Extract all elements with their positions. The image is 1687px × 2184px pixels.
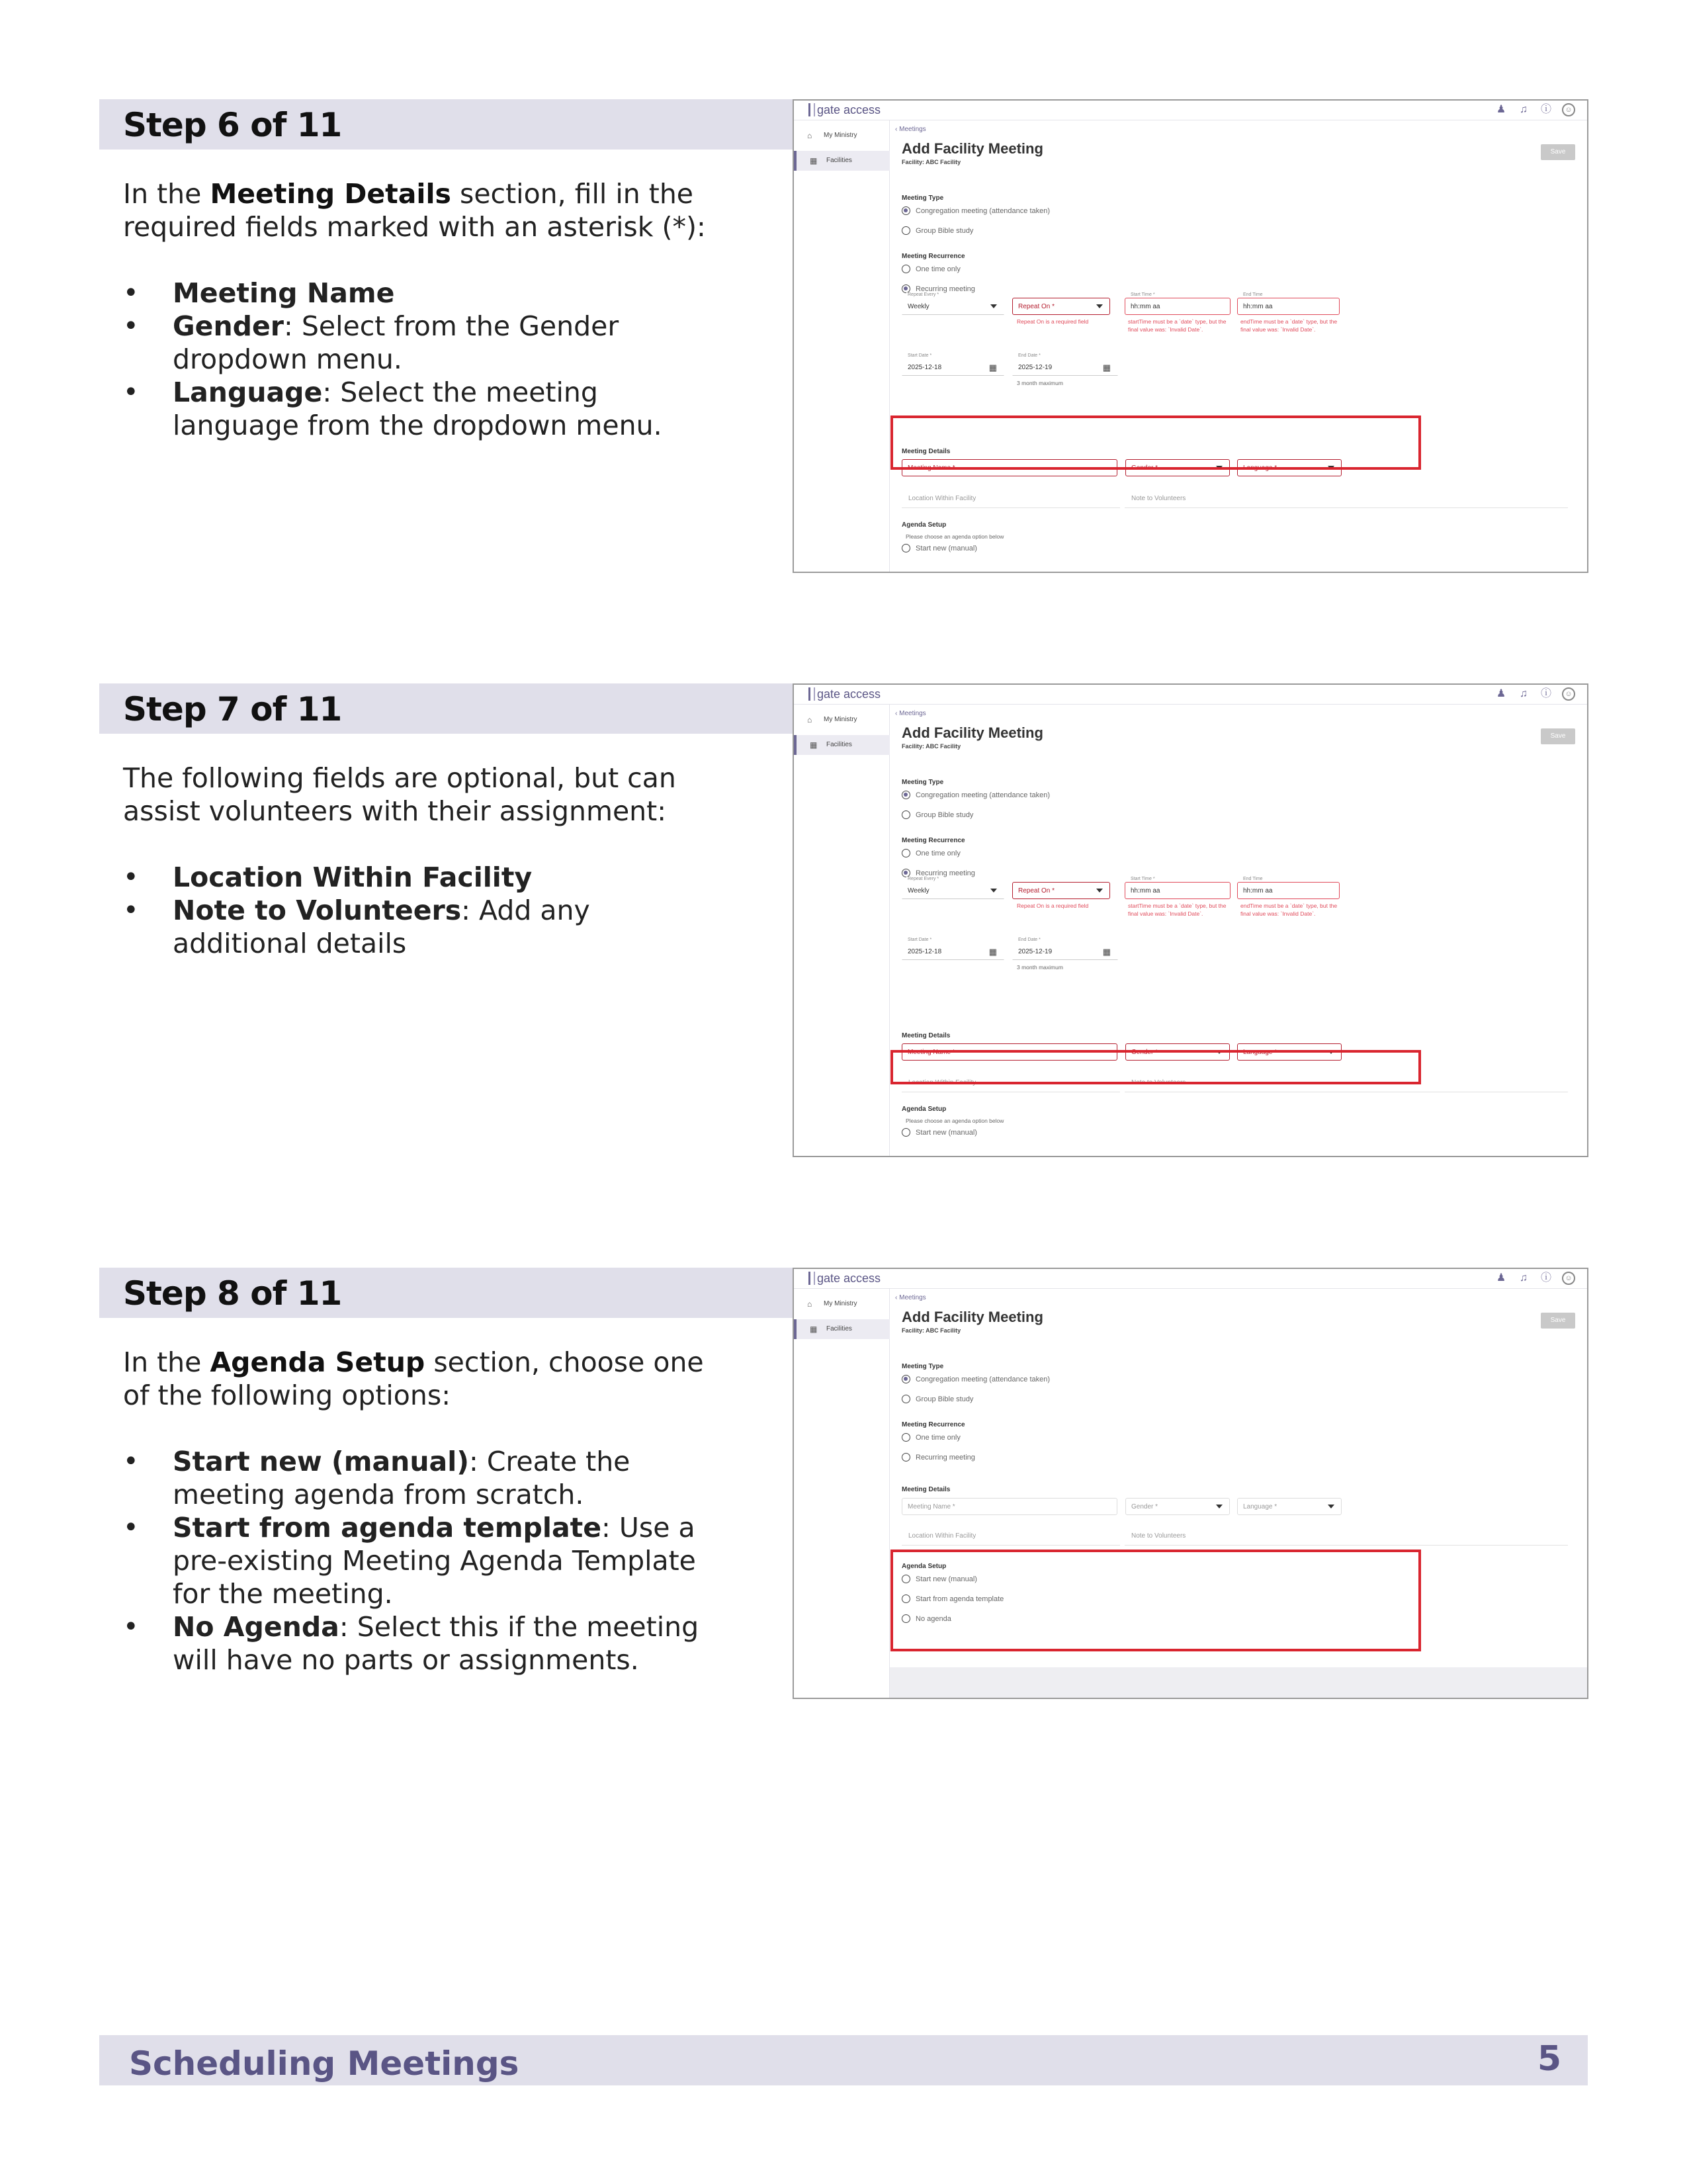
recurrence-label: Meeting Recurrence <box>902 837 965 844</box>
page-title: Add Facility Meeting <box>902 1309 1043 1325</box>
radio-icon <box>902 265 910 273</box>
meeting-name-input[interactable]: Meeting Name * <box>902 1043 1117 1061</box>
calendar-icon[interactable]: ▦ <box>988 363 997 372</box>
repeat-every-select[interactable]: Repeat Every * Weekly <box>902 298 1004 315</box>
page-subtitle: Facility: ABC Facility <box>902 159 961 165</box>
start-time-input[interactable]: Start Time * hh:mm aa <box>1125 298 1231 315</box>
building-icon: ⌂ <box>807 1299 812 1309</box>
users-icon[interactable]: ♟ <box>1496 688 1506 699</box>
recurrence-label: Meeting Recurrence <box>902 1421 965 1428</box>
meeting-type-label: Meeting Type <box>902 195 944 202</box>
language-select[interactable]: Language * <box>1237 1498 1342 1515</box>
topbar-icons <box>1494 687 1575 701</box>
agenda-hint: Please choose an agenda option below <box>906 1117 1004 1124</box>
bullet-item: • No Agenda: Select this if the meeting will have no parts or assignments. <box>123 1610 732 1677</box>
meeting-details-label: Meeting Details <box>902 1486 951 1493</box>
location-input[interactable]: Location Within Facility <box>902 490 1120 508</box>
save-button[interactable]: Save <box>1541 1313 1575 1329</box>
avatar-icon[interactable]: ☺ <box>1562 687 1575 701</box>
step-instructions <box>123 177 732 442</box>
sidebar-item-facilities[interactable]: ▦ Facilities <box>794 1319 890 1339</box>
start-time-error: startTime must be a `date` type, but the final value was: `Invalid Date`. <box>1128 318 1227 333</box>
sidebar <box>794 120 890 572</box>
language-select[interactable]: Language * <box>1237 1043 1342 1061</box>
building-icon: ⌂ <box>807 131 812 140</box>
start-time-input[interactable]: Start Time * hh:mm aa <box>1125 882 1231 899</box>
repeat-on-select[interactable]: Repeat On * <box>1012 298 1110 315</box>
radio-start-new[interactable]: Start new (manual) <box>902 1128 977 1137</box>
form-content <box>890 120 1587 572</box>
sidebar <box>794 1289 890 1698</box>
radio-one-time[interactable]: One time only <box>902 849 961 857</box>
save-button[interactable]: Save <box>1541 728 1575 744</box>
repeat-on-error: Repeat On is a required field <box>1017 318 1089 325</box>
radio-group-bible-study[interactable]: Group Bible study <box>902 1395 973 1403</box>
page-subtitle: Facility: ABC Facility <box>902 1327 961 1334</box>
radio-recurring[interactable]: Recurring meeting <box>902 1453 975 1462</box>
radio-icon <box>902 1128 910 1137</box>
radio-congregation-meeting[interactable]: Congregation meeting (attendance taken) <box>902 1375 1050 1383</box>
help-icon[interactable]: ⓘ <box>1540 1272 1551 1284</box>
footer-title: Scheduling Meetings <box>129 2044 519 2083</box>
users-icon[interactable]: ♟ <box>1496 104 1506 115</box>
end-time-error: endTime must be a `date` type, but the final value was: `Invalid Date`. <box>1240 318 1338 333</box>
radio-icon <box>902 1395 910 1403</box>
help-icon[interactable]: ⓘ <box>1540 104 1551 115</box>
note-input[interactable]: Note to Volunteers <box>1125 1074 1568 1092</box>
radio-icon <box>902 849 910 857</box>
end-date-input[interactable]: End Date * 2025-12-19 ▦ <box>1012 943 1118 960</box>
breadcrumb[interactable]: ‹ Meetings <box>895 1294 926 1301</box>
radio-icon <box>902 1433 910 1442</box>
page-number: 5 <box>1537 2039 1561 2079</box>
gender-select[interactable]: Gender * <box>1125 1043 1230 1061</box>
radio-congregation-meeting[interactable]: Congregation meeting (attendance taken) <box>902 206 1050 215</box>
highlight-box <box>890 1550 1421 1651</box>
bell-icon[interactable]: ♫ <box>1520 1272 1528 1284</box>
chevron-down-icon <box>1096 889 1103 893</box>
step-bullets <box>123 277 732 442</box>
facility-icon: ▦ <box>810 156 818 165</box>
screenshot-meeting-details <box>793 99 1588 573</box>
agenda-setup-label: Agenda Setup <box>902 1563 947 1570</box>
end-time-input[interactable]: End Time hh:mm aa <box>1237 882 1340 899</box>
radio-recurring[interactable]: Recurring meeting <box>902 284 975 293</box>
facility-icon: ▦ <box>810 740 818 750</box>
start-time-error: startTime must be a `date` type, but the final value was: `Invalid Date`. <box>1128 902 1227 917</box>
topbar-icons <box>1494 1272 1575 1285</box>
building-icon: ⌂ <box>807 715 812 724</box>
page-title: Add Facility Meeting <box>902 140 1043 157</box>
sidebar-item-my-ministry[interactable]: ⌂ My Ministry <box>807 131 857 140</box>
calendar-icon[interactable]: ▦ <box>1102 363 1111 372</box>
bullet-item: • Location Within Facility <box>123 861 732 894</box>
screenshot-agenda-setup <box>793 1268 1588 1699</box>
radio-one-time[interactable]: One time only <box>902 1433 961 1442</box>
end-date-hint: 3 month maximum <box>1017 964 1063 971</box>
radio-group-bible-study[interactable]: Group Bible study <box>902 810 973 819</box>
topbar-icons <box>1494 103 1575 116</box>
agenda-setup-label: Agenda Setup <box>902 1106 947 1113</box>
step-header <box>99 99 797 150</box>
radio-no-agenda[interactable]: No agenda <box>902 1614 951 1623</box>
calendar-icon[interactable]: ▦ <box>1102 947 1111 957</box>
app-topbar <box>794 101 1587 120</box>
breadcrumb[interactable]: ‹ Meetings <box>895 126 926 133</box>
bullet-item: • Language: Select the meeting language from the dropdown menu. <box>123 376 732 442</box>
meeting-type-label: Meeting Type <box>902 1363 944 1370</box>
bullet-item: • Start new (manual): Create the meeting agenda from scratch. <box>123 1445 732 1511</box>
step-instructions <box>123 1346 732 1677</box>
step-title: Step 7 of 11 <box>123 690 342 728</box>
breadcrumb[interactable]: ‹ Meetings <box>895 710 926 717</box>
page-subtitle: Facility: ABC Facility <box>902 743 961 750</box>
page-footer <box>99 2035 1588 2085</box>
radio-icon <box>902 544 910 552</box>
calendar-icon[interactable]: ▦ <box>988 947 997 957</box>
note-input[interactable]: Note to Volunteers <box>1125 1527 1568 1546</box>
bell-icon[interactable]: ♫ <box>1520 688 1528 699</box>
help-icon[interactable]: ⓘ <box>1540 688 1551 699</box>
app-logo: gate access <box>808 103 881 117</box>
recurrence-label: Meeting Recurrence <box>902 253 965 260</box>
sidebar-item-facilities[interactable]: ▦ Facilities <box>794 735 890 755</box>
step-intro: In the Meeting Details section, fill in the required fields marked with an asterisk (*): <box>123 178 706 243</box>
agenda-setup-label: Agenda Setup <box>902 521 947 529</box>
step-intro: The following fields are optional, but can assist volunteers with their assignment: <box>123 762 676 827</box>
note-input[interactable]: Note to Volunteers <box>1125 490 1568 508</box>
step-header <box>99 1268 797 1318</box>
radio-congregation-meeting[interactable]: Congregation meeting (attendance taken) <box>902 791 1050 799</box>
step-intro: In the Agenda Setup section, choose one of the following options: <box>123 1346 704 1411</box>
radio-recurring[interactable]: Recurring meeting <box>902 869 975 877</box>
step-title: Step 8 of 11 <box>123 1274 342 1313</box>
radio-selected-icon <box>902 791 910 799</box>
radio-icon <box>902 226 910 235</box>
page-title: Add Facility Meeting <box>902 724 1043 741</box>
start-date-input[interactable]: Start Date * 2025-12-18 ▦ <box>902 359 1004 376</box>
sidebar <box>794 705 890 1156</box>
radio-start-new[interactable]: Start new (manual) <box>902 544 977 552</box>
chevron-down-icon <box>990 304 997 308</box>
chevron-down-icon <box>1216 1505 1223 1508</box>
agenda-hint: Please choose an agenda option below <box>906 533 1004 540</box>
meeting-type-label: Meeting Type <box>902 779 944 786</box>
repeat-every-select[interactable]: Repeat Every * Weekly <box>902 882 1004 899</box>
radio-icon <box>902 1453 910 1462</box>
step-header <box>99 683 797 734</box>
highlight-box <box>890 415 1421 470</box>
meeting-details-label: Meeting Details <box>902 1032 951 1039</box>
bullet-item: • Gender: Select from the Gender dropdown menu. <box>123 310 732 376</box>
gender-select[interactable]: Gender * <box>1125 1498 1230 1515</box>
avatar-icon[interactable]: ☺ <box>1562 103 1575 116</box>
repeat-on-select[interactable]: Repeat On * <box>1012 882 1110 899</box>
sidebar-item-my-ministry[interactable]: ⌂ My Ministry <box>807 1299 857 1309</box>
location-input[interactable]: Location Within Facility <box>902 1527 1120 1546</box>
step-instructions <box>123 762 732 960</box>
avatar-icon[interactable]: ☺ <box>1562 1272 1575 1285</box>
meeting-name-input[interactable]: Meeting Name * <box>902 1498 1117 1515</box>
highlight-box <box>890 1050 1421 1084</box>
bullet-item: • Note to Volunteers: Add any additional details <box>123 894 732 960</box>
sidebar-item-facilities[interactable]: ▦ Facilities <box>794 151 890 171</box>
location-input[interactable]: Location Within Facility <box>902 1074 1120 1092</box>
form-content <box>890 705 1587 1156</box>
users-icon[interactable]: ♟ <box>1496 1272 1506 1284</box>
radio-selected-icon <box>902 1375 910 1383</box>
radio-one-time[interactable]: One time only <box>902 265 961 273</box>
chevron-down-icon <box>1096 304 1103 308</box>
radio-group-bible-study[interactable]: Group Bible study <box>902 226 973 235</box>
app-logo: gate access <box>808 687 881 701</box>
bullet-item: • Meeting Name <box>123 277 732 310</box>
end-date-input[interactable]: End Date * 2025-12-19 ▦ <box>1012 359 1118 376</box>
step-bullets <box>123 1445 732 1677</box>
start-date-input[interactable]: Start Date * 2025-12-18 ▦ <box>902 943 1004 960</box>
repeat-on-error: Repeat On is a required field <box>1017 902 1089 909</box>
radio-start-from-template[interactable]: Start from agenda template <box>902 1594 1004 1603</box>
end-time-input[interactable]: End Time hh:mm aa <box>1237 298 1340 315</box>
end-date-hint: 3 month maximum <box>1017 380 1063 386</box>
radio-icon <box>902 810 910 819</box>
sidebar-item-my-ministry[interactable]: ⌂ My Ministry <box>807 715 857 724</box>
radio-start-new[interactable]: Start new (manual) <box>902 1575 977 1583</box>
save-button[interactable]: Save <box>1541 144 1575 160</box>
chevron-down-icon <box>990 889 997 893</box>
language-select[interactable]: Language * <box>1237 459 1342 476</box>
bullet-item: • Start from agenda template: Use a pre-existing Meeting Agenda Template for the meeting. <box>123 1511 732 1610</box>
app-logo: gate access <box>808 1271 881 1286</box>
app-topbar <box>794 1269 1587 1289</box>
facility-icon: ▦ <box>810 1325 818 1334</box>
page-footer-bar <box>890 1667 1587 1698</box>
screenshot-optional-fields <box>793 683 1588 1157</box>
end-time-error: endTime must be a `date` type, but the final value was: `Invalid Date`. <box>1240 902 1338 917</box>
bell-icon[interactable]: ♫ <box>1520 104 1528 115</box>
chevron-down-icon <box>1328 1505 1334 1508</box>
meeting-name-input[interactable]: Meeting Name * <box>902 459 1117 476</box>
step-bullets <box>123 861 732 960</box>
app-topbar <box>794 685 1587 705</box>
gender-select[interactable]: Gender * <box>1125 459 1230 476</box>
meeting-details-label: Meeting Details <box>902 448 951 455</box>
step-title: Step 6 of 11 <box>123 106 342 144</box>
radio-selected-icon <box>902 206 910 215</box>
